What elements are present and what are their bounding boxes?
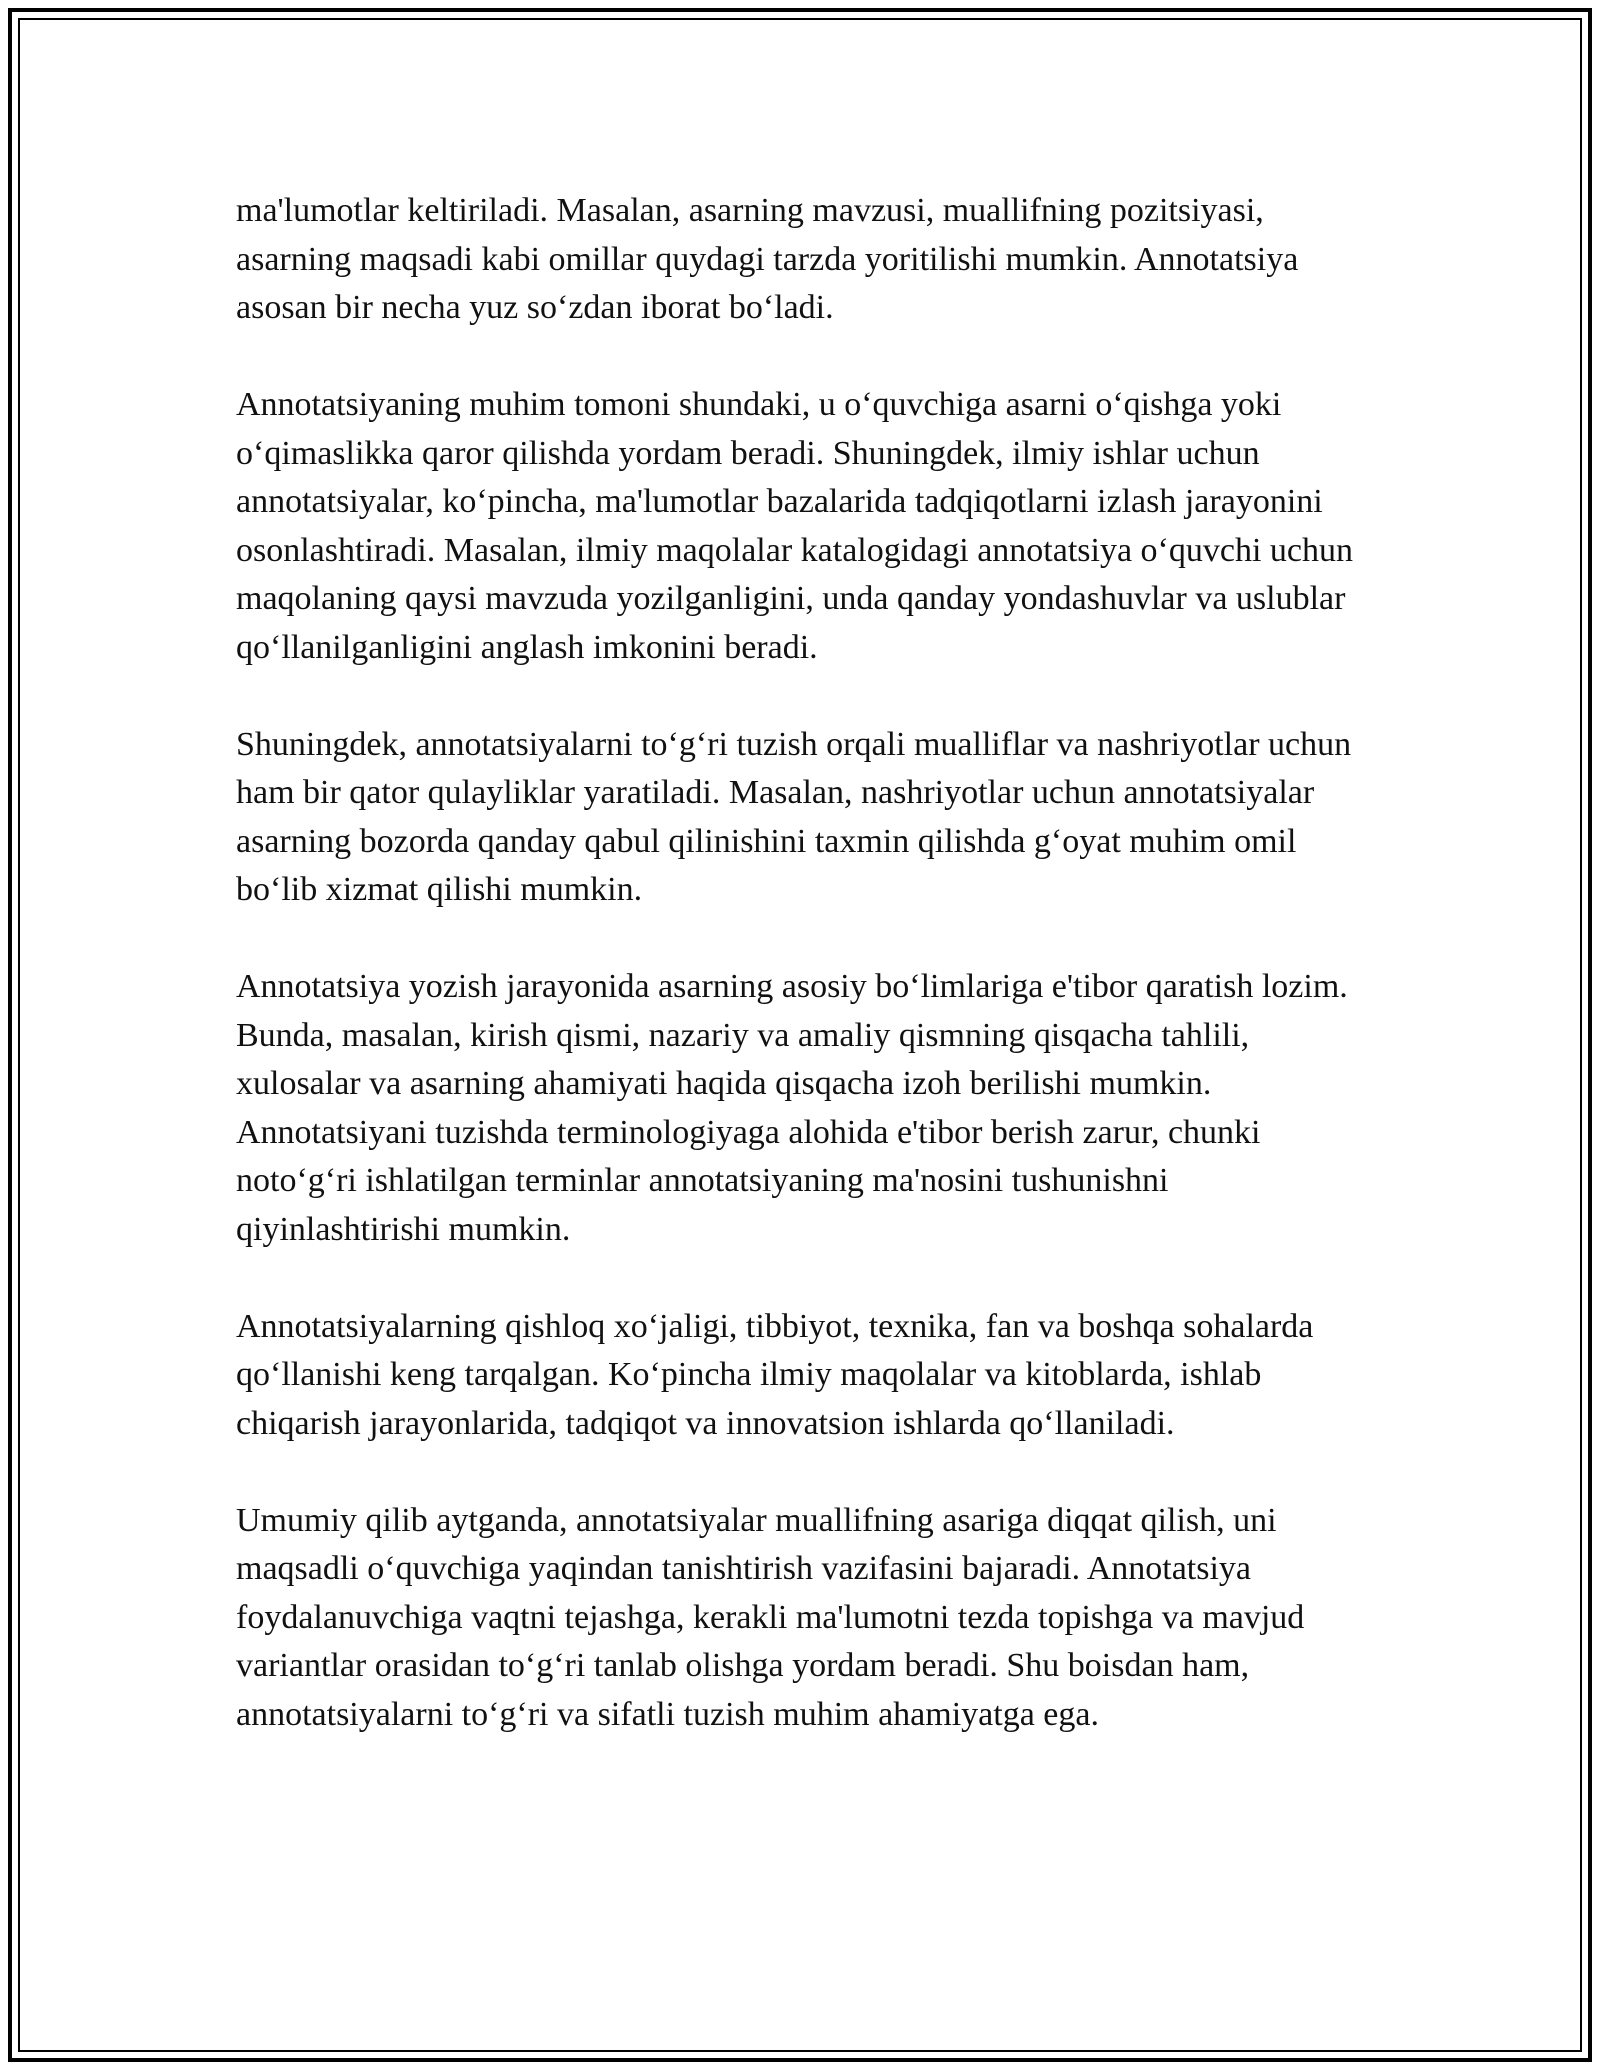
paragraph-4: Annotatsiya yozish jarayonida asarning asosiy bo‘limlariga e'tibor qaratish lozim. Bunda, masalan, kirish qismi, nazariy va amaliy qismning qisqacha tahlili, xulosalar va asarning ahamiyati haqida qisqacha izoh berilishi mumkin. Annotatsiyani tuzishda terminologiyaga alohida e'tibor berish zarur, chunki noto‘g‘ri ishlatilgan terminlar annotatsiyaning ma'nosini tushunishni qiyinlashtirishi mumkin. xyxy=(236,968,1348,1248)
paragraph-5: Annotatsiyalarning qishloq xo‘jaligi, tibbiyot, texnika, fan va boshqa sohalarda qo‘llanishi keng tarqalgan. Ko‘pincha ilmiy maqolalar va kitoblarda, ishlab chiqarish jarayonlarida, tadqiqot va innovatsion ishlarda qo‘llaniladi. xyxy=(236,1307,1314,1442)
paragraph-1: ma'lumotlar keltiriladi. Masalan, asarning mavzusi, muallifning pozitsiyasi, asarning maqsadi kabi omillar quydagi tarzda yoritilishi mumkin. Annotatsiya asosan bir necha yuz so‘zdan iborat bo‘ladi. xyxy=(236,192,1299,326)
paragraph-2: Annotatsiyaning muhim tomoni shundaki, u o‘quvchiga asarni o‘qishga yoki o‘qimaslikka qaror qilishda yordam beradi. Shuningdek, ilmiy ishlar uchun annotatsiyalar, ko‘pincha, ma'lumotlar bazalarida tadqiqotlarni izlash jarayonini osonlashtiradi. Masalan, ilmiy maqolalar katalogidagi annotatsiya o‘quvchi uchun maqolaning qaysi mavzuda yozilganligini, unda qanday yondashuvlar va uslublar qo‘llanilganligini anglash imkonini beradi. xyxy=(236,386,1354,666)
document-body xyxy=(236,187,1376,1788)
paragraph-6: Umumiy qilib aytganda, annotatsiyalar muallifning asariga diqqat qilish, uni maqsadli o‘quvchiga yaqindan tanishtirish vazifasini bajaradi. Annotatsiya foydalanuvchiga vaqtni tejashga, kerakli ma'lumotni tezda topishga va mavjud variantlar orasidan to‘g‘ri tanlab olishga yordam beradi. Shu boisdan ham, annotatsiyalarni to‘g‘ri va sifatli tuzish muhim ahamiyatga ega. xyxy=(236,1501,1305,1733)
paragraph-3: Shuningdek, annotatsiyalarni to‘g‘ri tuzish orqali mualliflar va nashriyotlar uchun ham bir qator qulayliklar yaratiladi. Masalan, nashriyotlar uchun annotatsiyalar asarning bozorda qanday qabul qilinishini taxmin qilishda g‘oyat muhim omil bo‘lib xizmat qilishi mumkin. xyxy=(236,725,1352,908)
